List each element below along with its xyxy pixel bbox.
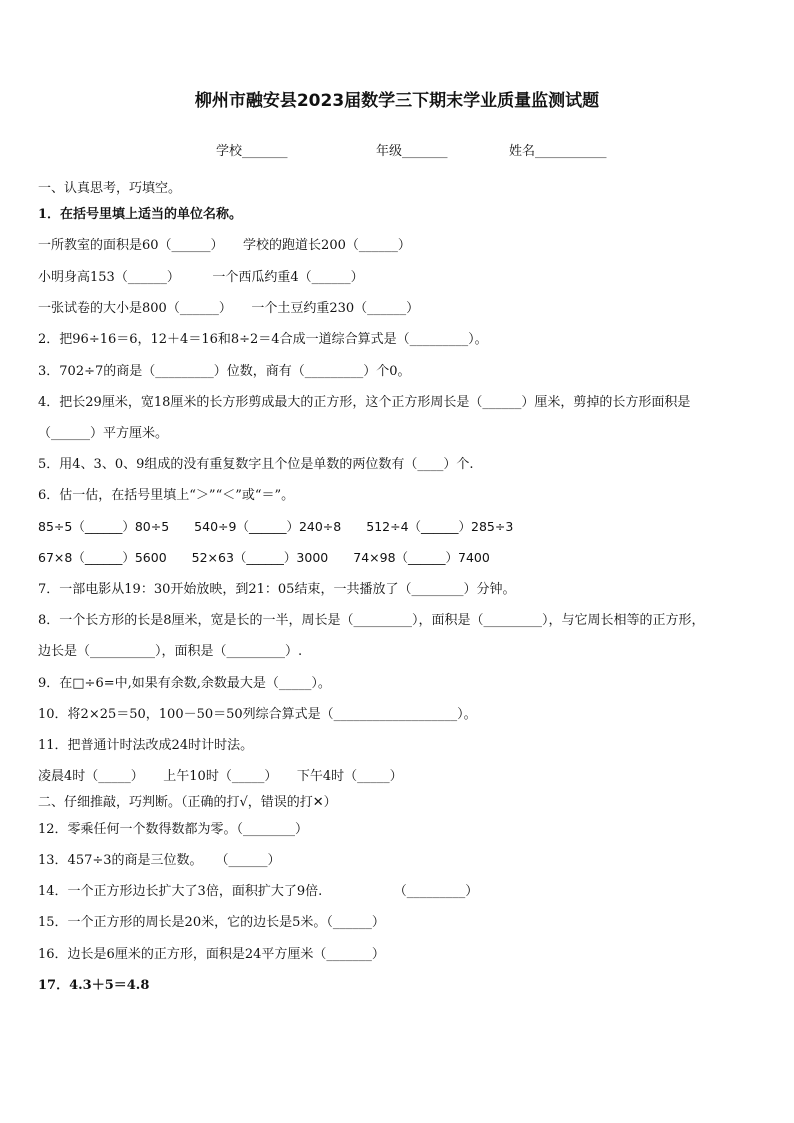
question-4-cont: （______）平方厘米。 [38, 426, 169, 441]
question-10: 10．将2×25＝50，100－50＝50列综合算式是（___________________）。 [38, 707, 477, 722]
question-11-row: 凌晨4时（_____） 上午10时（_____） 下午4时（_____） [38, 769, 403, 784]
question-1: 1．在括号里填上适当的单位名称。 [38, 207, 243, 222]
question-12: 12．零乘任何一个数得数都为零。（________） [38, 822, 309, 837]
school-field: 学校_______ [216, 144, 288, 159]
question-3: 3．702÷7的商是（_________）位数，商有（_________）个0。 [38, 364, 411, 379]
question-17: 17．4.3＋5＝4.8 [38, 978, 150, 993]
question-1-row-1: 一所教室的面积是60（______） 学校的跑道长200（______） [38, 238, 411, 253]
question-11: 11．把普通计时法改成24时计时法。 [38, 738, 254, 753]
question-6-row-2: 67×8（______）5600 52×63（______）3000 74×98（______）7400 [38, 550, 490, 565]
question-13: 13．457÷3的商是三位数。 （______） [38, 853, 281, 868]
question-8: 8．一个长方形的长是8厘米，宽是长的一半，周长是（_________），面积是（_________），与它周长相等的正方形， [38, 613, 705, 628]
question-2: 2．把96÷16＝6，12＋4＝16和8÷2＝4合成一道综合算式是（_________）。 [38, 332, 488, 347]
grade-field: 年级_______ [376, 144, 448, 159]
question-8-cont: 边长是（__________），面积是（_________）. [38, 644, 303, 659]
question-15: 15．一个正方形的周长是20米，它的边长是5米。（______） [38, 915, 385, 930]
page-title: 柳州市融安县2023届数学三下期末学业质量监测试题 [194, 91, 600, 111]
section-1-heading: 一、认真思考，巧填空。 [38, 181, 182, 196]
section-2-heading: 二、仔细推敲，巧判断。（正确的打√，错误的打✕） [38, 795, 337, 810]
question-6-row-1: 85÷5（______）80÷5 540÷9（______）240÷8 512÷4（______）285÷3 [38, 519, 514, 534]
question-7: 7．一部电影从19：30开始放映，到21：05结束，一共播放了（________）分钟。 [38, 582, 516, 597]
question-1-row-3: 一张试卷的大小是800（______） 一个土豆约重230（______） [38, 301, 420, 316]
name-field: 姓名___________ [509, 144, 607, 159]
question-14: 14．一个正方形边长扩大了3倍，面积扩大了9倍. （_________） [38, 884, 479, 899]
question-16: 16．边长是6厘米的正方形，面积是24平方厘米（_______） [38, 947, 385, 962]
question-4: 4．把长29厘米，宽18厘米的长方形剪成最大的正方形，这个正方形周长是（______）厘米，剪掉的长方形面积是 [38, 395, 691, 410]
question-6: 6．估一估，在括号里填上“＞”“＜”或“＝”。 [38, 488, 295, 503]
question-5: 5．用4、3、0、9组成的没有重复数字且个位是单数的两位数有（____）个. [38, 457, 474, 472]
question-9: 9．在□÷6=中,如果有余数,余数最大是（_____）。 [38, 676, 331, 691]
question-1-row-2: 小明身高153（______） 一个西瓜约重4（______） [38, 270, 364, 285]
